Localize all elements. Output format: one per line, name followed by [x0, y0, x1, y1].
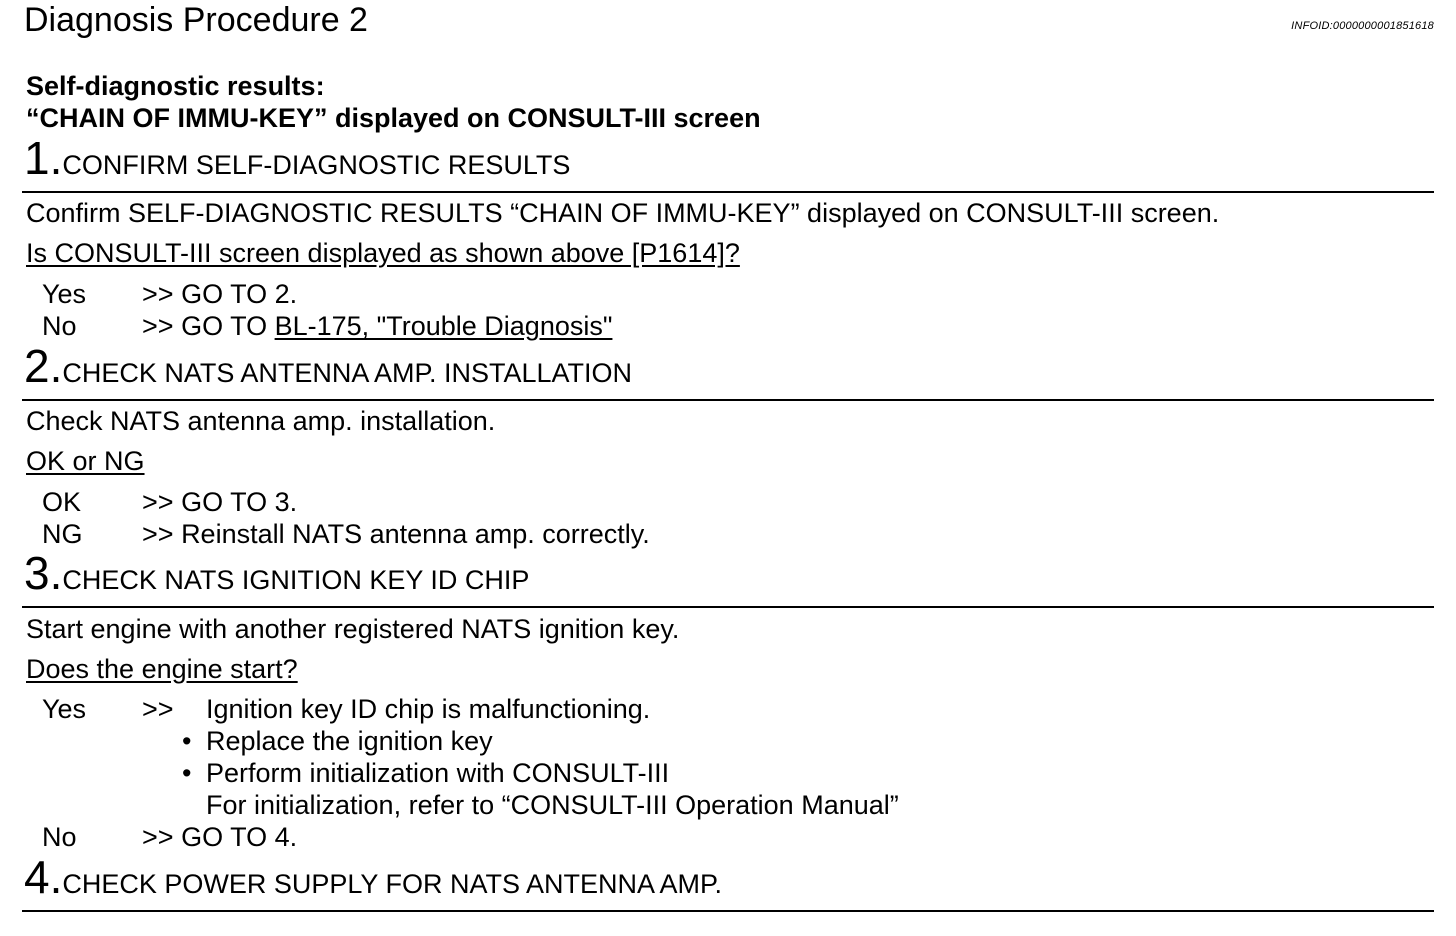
- option-text: GO TO: [181, 311, 275, 341]
- intro-heading: Self-diagnostic results:: [26, 71, 325, 101]
- step-4-header: [24, 853, 722, 901]
- step-3-option-yes-arrow: >>: [142, 694, 174, 724]
- step-1-number: 1.: [24, 132, 63, 184]
- bullet-item: [182, 725, 191, 757]
- info-id: INFOID:0000000001851618: [1291, 20, 1434, 32]
- step-2-question: OK or NG: [26, 446, 145, 476]
- step-3-option-yes-text: Ignition key ID chip is malfunctioning.: [206, 694, 651, 724]
- divider: [22, 399, 1434, 401]
- step-1-header: [24, 134, 570, 182]
- option-text: Reinstall NATS antenna amp. correctly.: [181, 519, 650, 549]
- step-1-body: Confirm SELF-DIAGNOSTIC RESULTS “CHAIN OF IMMU-KEY” displayed on CONSULT-III screen.: [26, 198, 1220, 228]
- step-2-title: CHECK NATS ANTENNA AMP. INSTALLATION: [62, 358, 633, 388]
- step-3-option-yes-label: Yes: [42, 694, 87, 724]
- arrow: >>: [142, 487, 174, 517]
- step-2-number: 2.: [24, 340, 63, 392]
- step-2-option-ok: [142, 486, 297, 518]
- step-3-question: Does the engine start?: [26, 654, 298, 684]
- arrow: >>: [142, 279, 174, 309]
- bullet-glyph: •: [182, 758, 192, 788]
- option-text: GO TO 2.: [181, 279, 298, 309]
- step-1-title: CONFIRM SELF-DIAGNOSTIC RESULTS: [62, 150, 571, 180]
- step-2-option-ng-label: NG: [42, 519, 83, 549]
- option-text: GO TO 4.: [181, 822, 298, 852]
- step-1-option-no-label: No: [42, 311, 77, 341]
- bullet-text: Replace the ignition key: [206, 726, 493, 756]
- bullet-item: [182, 757, 191, 789]
- step-2-header: [24, 342, 632, 390]
- step-3-title: CHECK NATS IGNITION KEY ID CHIP: [62, 565, 530, 595]
- step-4-number: 4.: [24, 851, 63, 903]
- intro-subheading: “CHAIN OF IMMU-KEY” displayed on CONSULT-III screen: [26, 103, 761, 133]
- divider: [22, 191, 1434, 193]
- step-1-option-yes-label: Yes: [42, 279, 87, 309]
- step-1-option-no: [142, 310, 612, 342]
- step-2-option-ng: [142, 518, 650, 550]
- step-3-option-no: [142, 821, 297, 853]
- arrow: >>: [142, 822, 174, 852]
- step-4-title: CHECK POWER SUPPLY FOR NATS ANTENNA AMP.: [62, 869, 723, 899]
- bullet-glyph: •: [182, 726, 192, 756]
- option-text: GO TO 3.: [181, 487, 298, 517]
- step-1-option-yes: [142, 278, 297, 310]
- step-3-body: Start engine with another registered NATS ignition key.: [26, 614, 680, 644]
- page-title: Diagnosis Procedure 2: [24, 1, 368, 39]
- arrow: >>: [142, 311, 174, 341]
- initialization-note: For initialization, refer to “CONSULT-III Operation Manual”: [206, 790, 899, 820]
- divider: [22, 910, 1434, 912]
- step-3-number: 3.: [24, 547, 63, 599]
- step-3-header: [24, 549, 529, 597]
- bullet-text: Perform initialization with CONSULT-III: [206, 758, 670, 788]
- trouble-diagnosis-link[interactable]: BL-175, "Trouble Diagnosis": [274, 311, 613, 341]
- step-1-question: Is CONSULT-III screen displayed as shown above [P1614]?: [26, 238, 740, 268]
- step-2-body: Check NATS antenna amp. installation.: [26, 406, 496, 436]
- step-3-option-no-label: No: [42, 822, 77, 852]
- divider: [22, 606, 1434, 608]
- arrow: >>: [142, 519, 174, 549]
- step-2-option-ok-label: OK: [42, 487, 82, 517]
